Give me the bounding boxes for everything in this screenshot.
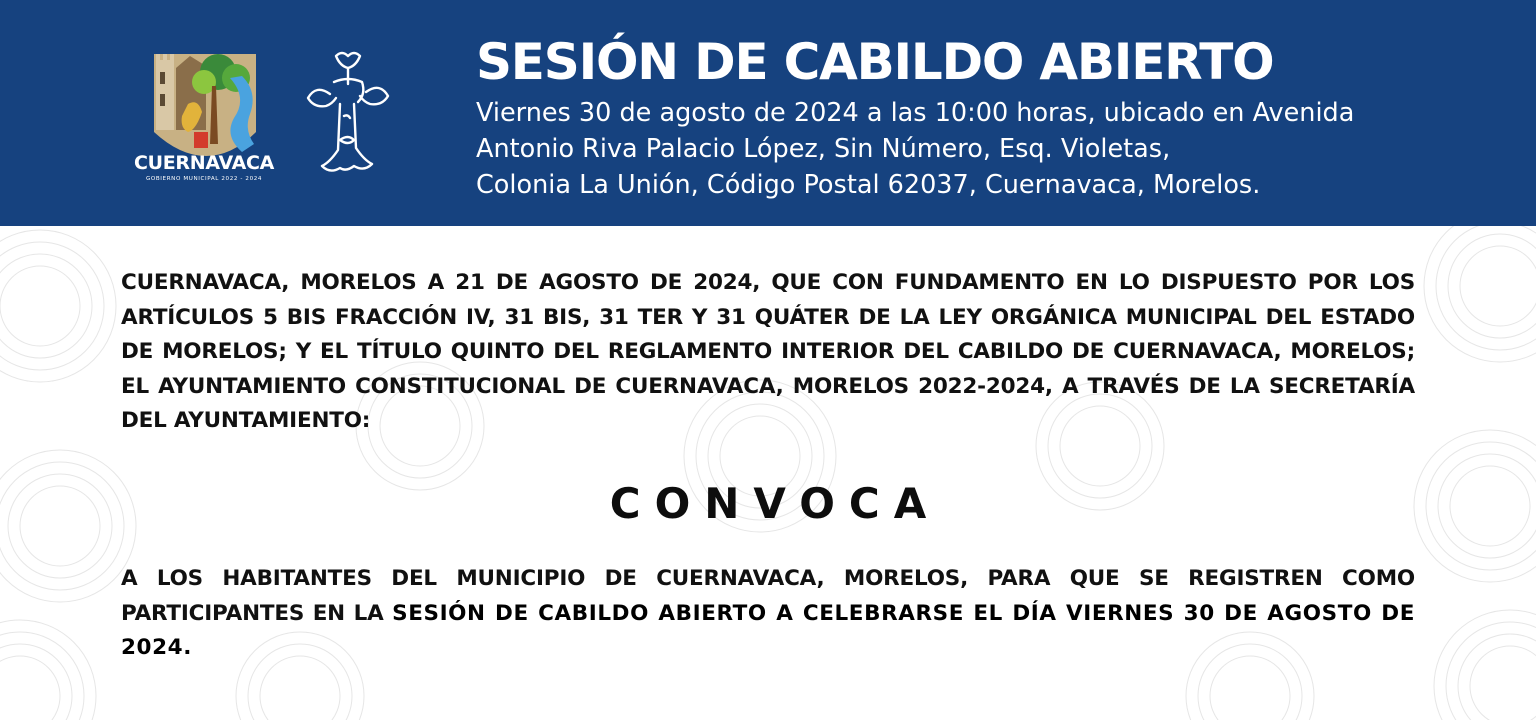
call-paragraph xyxy=(121,562,1415,666)
convoca-heading: CONVOCA xyxy=(609,479,941,528)
logo-subtitle: GOBIERNO MUNICIPAL 2022 - 2024 xyxy=(145,176,263,182)
event-details-line: Viernes 30 de agosto de 2024 a las 10:00 horas, ubicado en Avenida xyxy=(476,98,1355,128)
header-banner xyxy=(0,0,1536,226)
page-title: SESIÓN DE CABILDO ABIERTO xyxy=(476,33,1274,91)
call-emphasis-text: SESIÓN DE CABILDO ABIERTO A CELEBRARSE EL DÍA VIERNES 30 DE AGOSTO DE 2024. xyxy=(121,600,1415,660)
tree-glyph-icon xyxy=(300,46,396,186)
call-lead-text: A LOS HABITANTES DEL MUNICIPIO DE CUERNAVACA, MORELOS, PARA QUE SE REGISTREN COMO PARTICIPANTES EN LA xyxy=(121,566,1415,626)
preamble-paragraph: CUERNAVACA, MORELOS A 21 DE AGOSTO DE 2024, QUE CON FUNDAMENTO EN LO DISPUESTO POR LOS ARTÍCULOS 5 BIS FRACCIÓN IV, 31 BIS, 31 TER Y 31 QUÁTER DE LA LEY ORGÁNICA MUNICIPAL DEL ESTADO DE MORELOS; Y EL TÍTULO QUINTO DEL REGLAMENTO INTERIOR DEL CABILDO DE CUERNAVACA, MORELOS; EL AYUNTAMIENTO CONSTITUCIONAL DE CUERNAVACA, MORELOS 2022-2024, A TRAVÉS DE LA SECRETARÍA DEL AYUNTAMIENTO: xyxy=(121,270,1415,433)
cuernavaca-emblem-icon xyxy=(150,48,260,156)
cuernavaca-wordmark: CUERNAVACA xyxy=(133,152,275,174)
event-details-line: Colonia La Unión, Código Postal 62037, Cuernavaca, Morelos. xyxy=(476,170,1261,200)
cuernavaca-logo xyxy=(112,44,296,194)
event-details-line: Antonio Riva Palacio López, Sin Número, Esq. Violetas, xyxy=(476,134,1171,164)
event-details xyxy=(476,95,1516,203)
